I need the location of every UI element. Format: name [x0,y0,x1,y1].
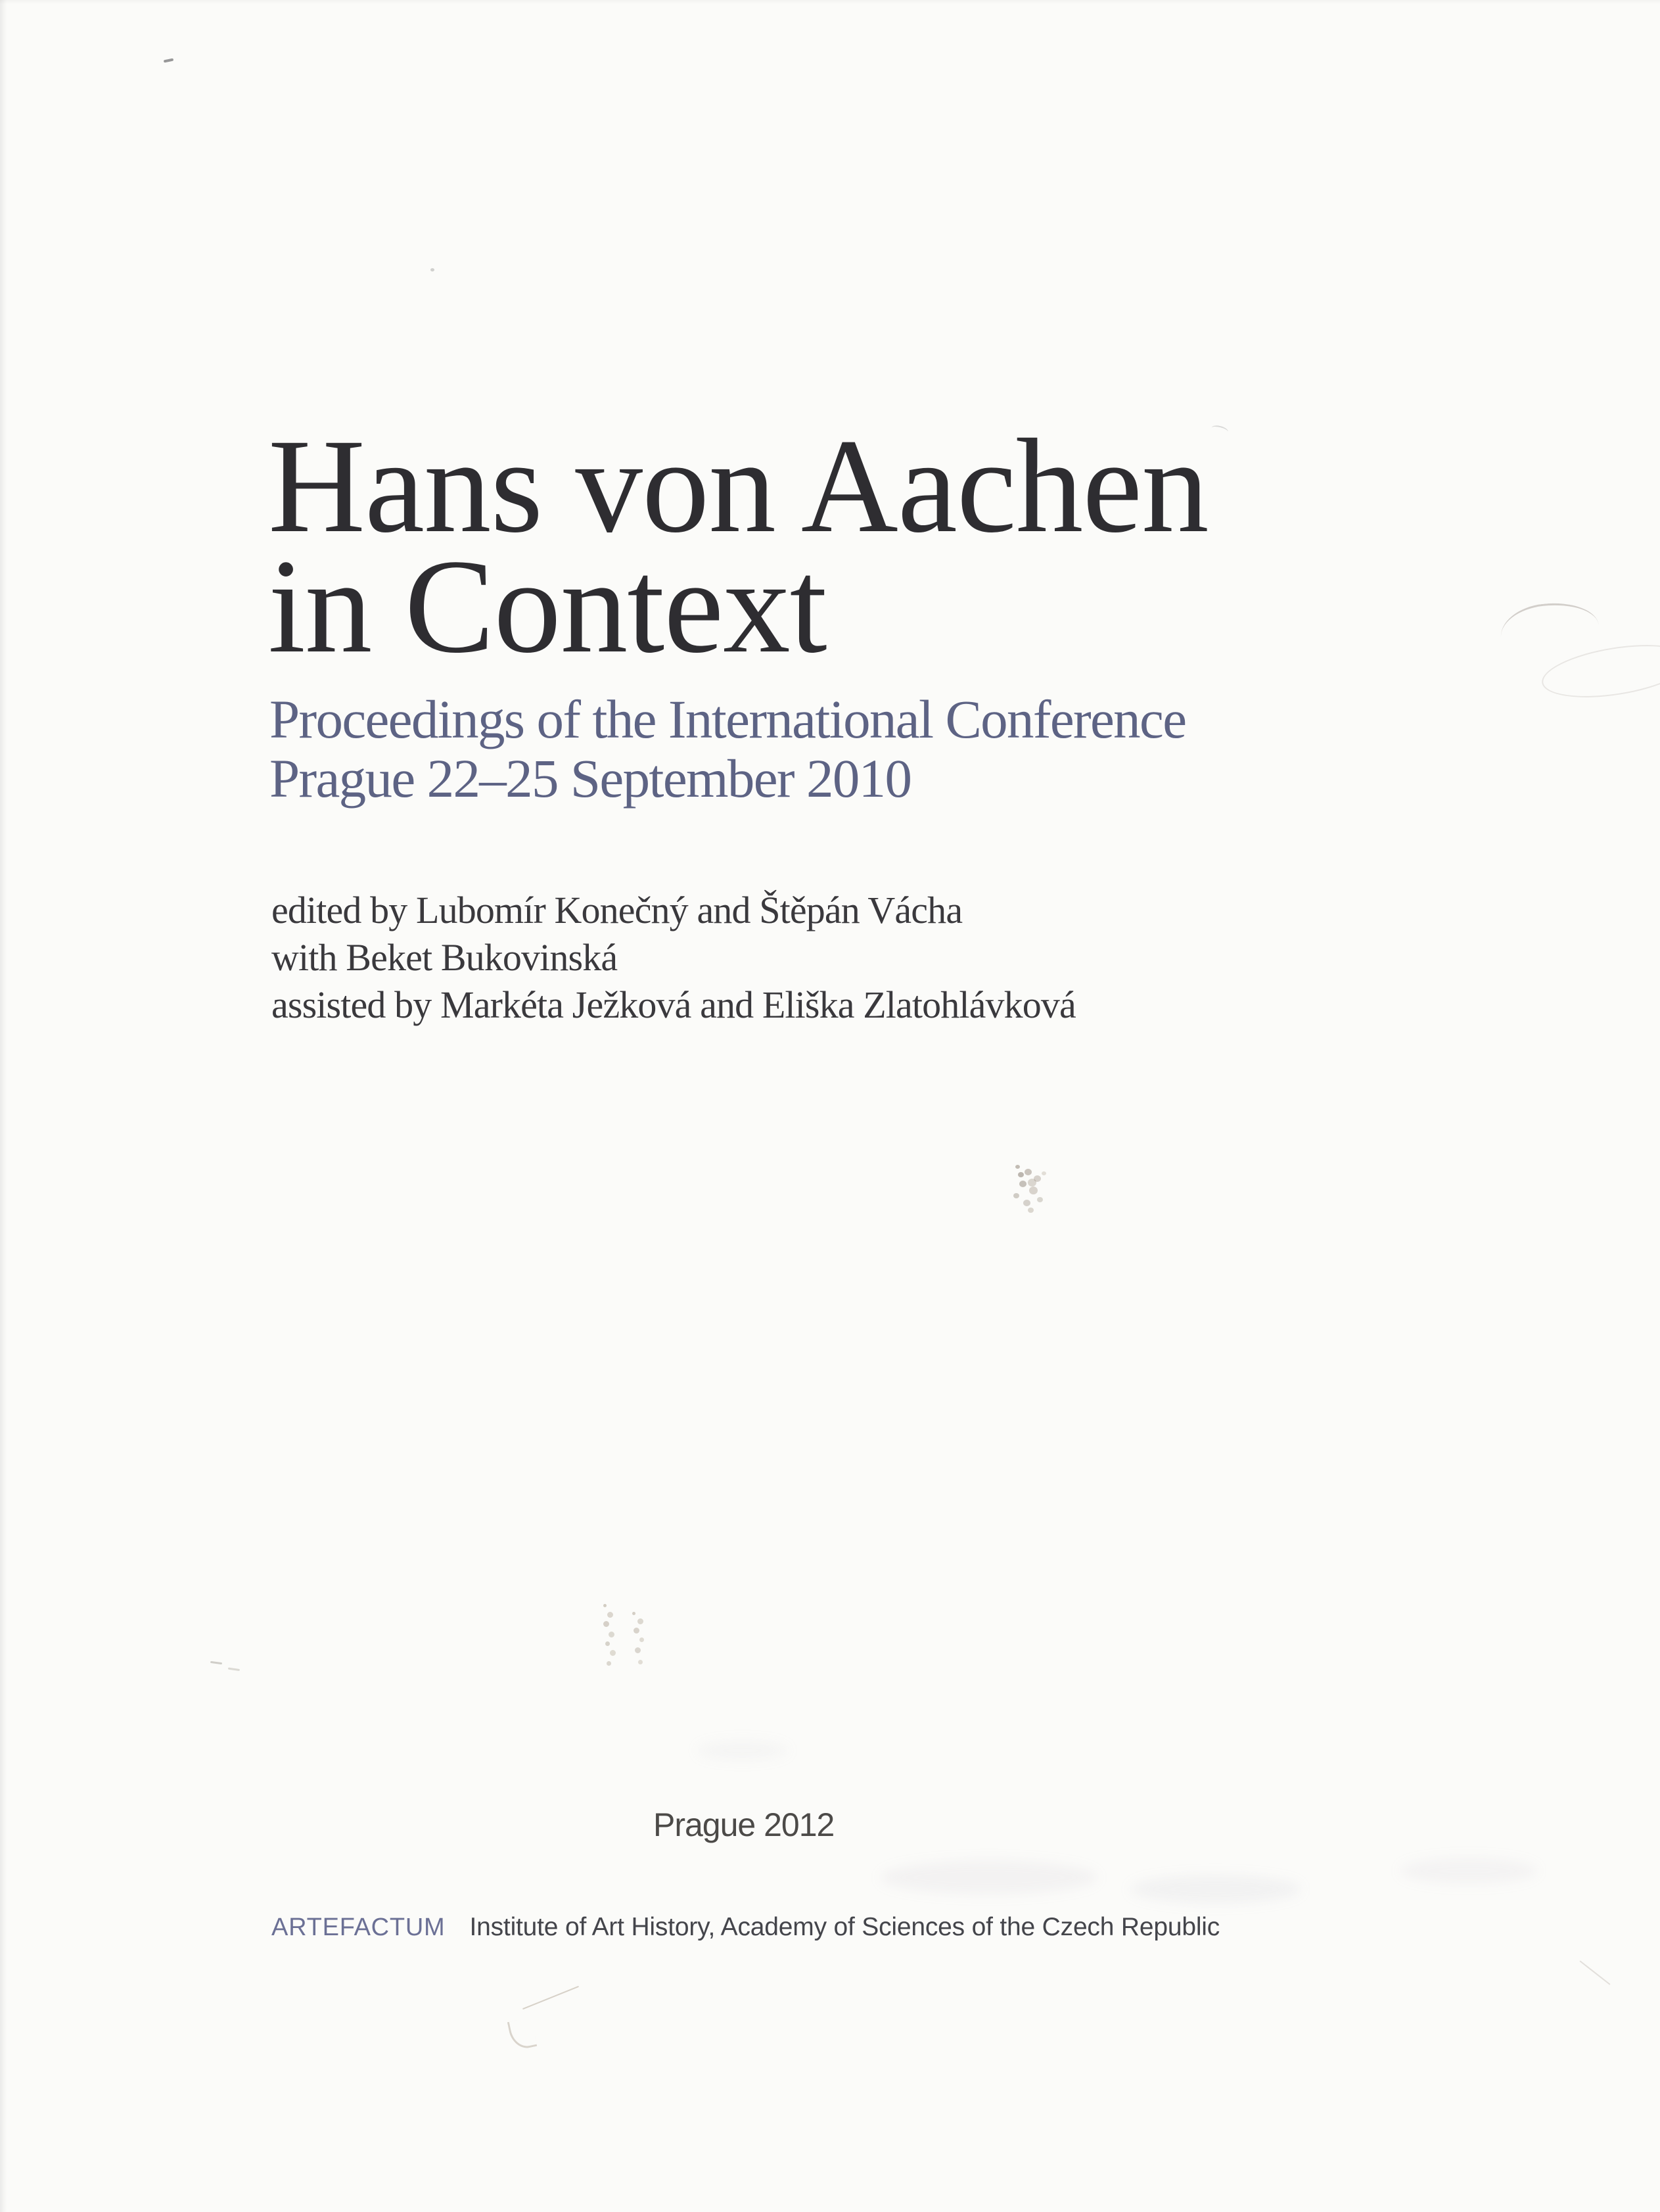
book-subtitle-line2: Prague 22–25 September 2010 [269,748,911,809]
scan-smudge-2 [1130,1875,1301,1904]
book-subtitle-line1: Proceedings of the International Conference [269,689,1186,749]
scan-smudge-1 [881,1860,1097,1894]
pencil-mark-squiggle-line [522,1986,579,2010]
scan-smudge-4 [697,1741,789,1760]
scan-speck-c [1210,424,1229,436]
editors-line2: with Beket Bukovinská [271,936,618,979]
scan-stain-streak-left [603,1604,607,1607]
scan-speck-b [210,1661,222,1664]
book-title [268,412,1209,681]
scan-smudge-3 [1400,1858,1538,1884]
book-subtitle [269,690,1186,808]
editors-line1: edited by Lubomír Konečný and Štěpán Vácha [271,889,963,931]
scan-speck-a [430,268,434,271]
publisher-affiliation: Institute of Art History, Academy of Sciences of the Czech Republic [469,1913,1220,1941]
publisher-name: ARTEFACTUM [271,1914,446,1941]
book-title-line1: Hans von Aachen [268,412,1209,561]
editors-line3: assisted by Markéta Ježková and Eliška Zlatohlávková [271,983,1076,1026]
scan-stain-streak-right [632,1612,635,1615]
scan-speck-diagonal [1580,1960,1611,1985]
publisher-line [271,1913,1220,1942]
pencil-mark-oval [1538,636,1660,707]
imprint-place-year: Prague 2012 [653,1806,835,1843]
book-title-line2: in Context [268,532,827,681]
pencil-mark-squiggle-hook [507,2017,538,2052]
editors-credits [271,887,1076,1029]
scan-stain-center [1015,1165,1020,1169]
pencil-mark-curl [1498,598,1600,647]
scan-speck-dash [164,58,174,62]
